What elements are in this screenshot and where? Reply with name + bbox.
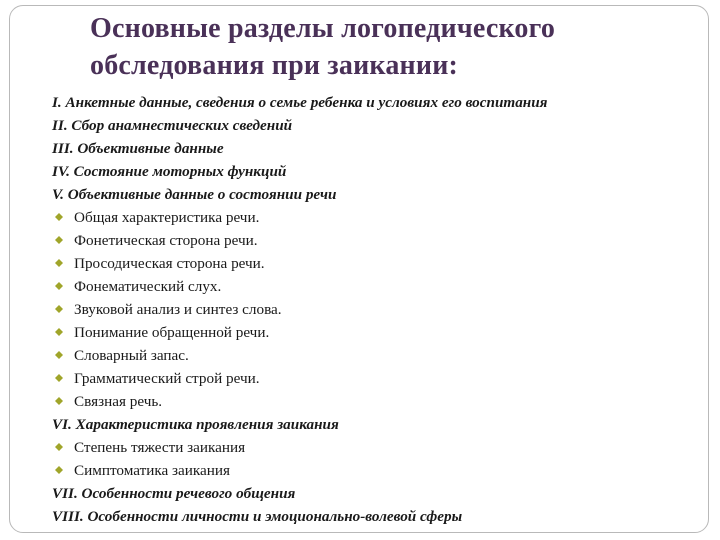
slide-frame (9, 5, 709, 533)
bullet-item-text: Словарный запас. (74, 347, 189, 364)
diamond-bullet-icon (55, 259, 63, 263)
bullet-item (52, 390, 712, 413)
diamond-bullet-icon (55, 374, 63, 378)
diamond-bullet-icon (55, 213, 63, 217)
bullet-item-text: Понимание обращенной речи. (74, 324, 270, 341)
section-heading: VII. Особенности речевого общения (52, 485, 296, 502)
bullet-item-text: Общая характеристика речи. (74, 209, 260, 226)
section-heading: VI. Характеристика проявления заикания (52, 416, 339, 433)
bullet-item-text: Фонематический слух. (74, 278, 222, 295)
section-heading: I. Анкетные данные, сведения о семье ребенка и условиях его воспитания (52, 94, 548, 111)
bullet-item-text: Звуковой анализ и синтез слова. (74, 301, 282, 318)
slide-title-line-1: Основные разделы логопедического (90, 13, 556, 44)
bullet-item (52, 275, 712, 298)
section-heading: II. Сбор анамнестических сведений (52, 117, 293, 134)
bullet-item (52, 206, 712, 229)
bullet-item (52, 321, 712, 344)
bullet-item (52, 459, 712, 482)
diamond-bullet-icon (55, 397, 63, 401)
diamond-bullet-icon (55, 236, 63, 240)
diamond-bullet-icon (55, 351, 63, 355)
section-heading: IV. Состояние моторных функций (52, 163, 287, 180)
section-heading: VIII. Особенности личности и эмоционально-волевой сферы (52, 508, 463, 525)
bullet-item (52, 229, 712, 252)
bullet-item-text: Фонетическая сторона речи. (74, 232, 258, 249)
slide-title (90, 10, 690, 84)
bullet-item (52, 298, 712, 321)
diamond-bullet-icon (55, 328, 63, 332)
section-list (52, 91, 712, 528)
bullet-item-text: Связная речь. (74, 393, 163, 410)
diamond-bullet-icon (55, 443, 63, 447)
bullet-item-text: Просодическая сторона речи. (74, 255, 265, 272)
diamond-bullet-icon (55, 466, 63, 470)
bullet-item-text: Симптоматика заикания (74, 462, 231, 479)
bullet-item-text: Грамматический строй речи. (74, 370, 260, 387)
bullet-item (52, 367, 712, 390)
diamond-bullet-icon (55, 282, 63, 286)
section-heading: V. Объективные данные о состоянии речи (52, 186, 337, 203)
bullet-item (52, 436, 712, 459)
diamond-bullet-icon (55, 305, 63, 309)
bullet-item (52, 344, 712, 367)
bullet-item (52, 252, 712, 275)
bullet-item-text: Степень тяжести заикания (74, 439, 246, 456)
slide-title-line-2: обследования при заикании: (90, 50, 459, 81)
section-heading: III. Объективные данные (52, 140, 224, 157)
